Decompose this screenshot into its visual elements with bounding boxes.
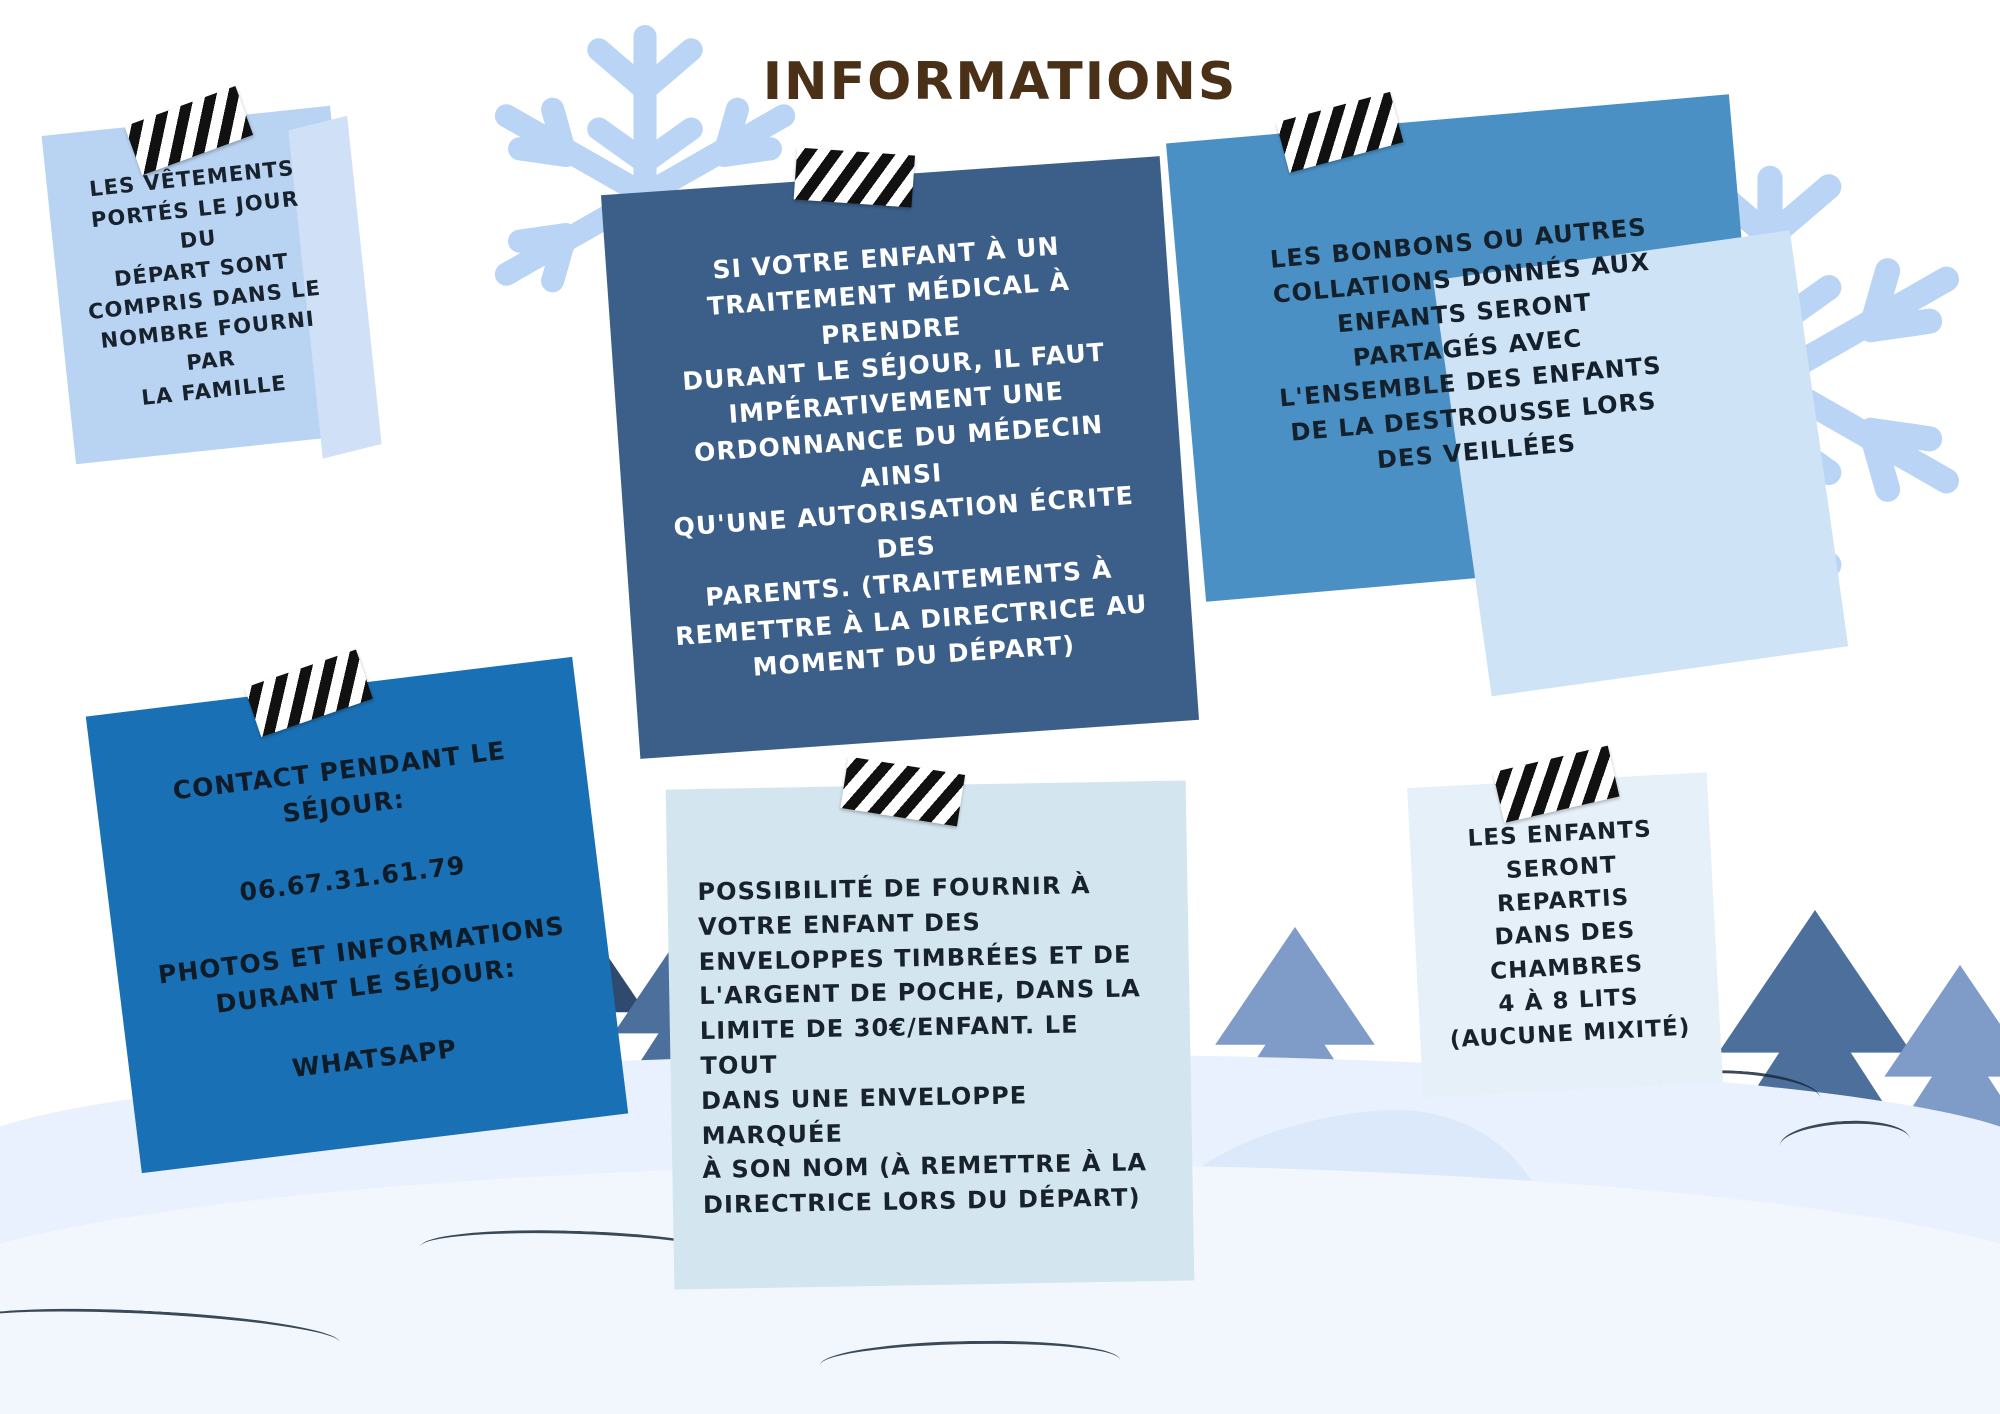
note-contact (86, 657, 628, 1173)
tape-icon (794, 147, 915, 207)
note-vetements (42, 106, 365, 465)
note-bonbons (1166, 94, 1769, 601)
page-title: INFORMATIONS (762, 52, 1238, 112)
note-contact-text: CONTACT PENDANT LE SÉJOUR: 06.67.31.61.79 PHOTOS ET INFORMATIONS DURANT LE SÉJOUR: WHATSAPP (156, 735, 567, 1083)
note-vetements-text: LES VÊTEMENTS PORTÉS LE JOUR DU DÉPART SONT COMPRIS DANS LE NOMBRE FOURNI PAR LA FAMILLE (87, 156, 323, 411)
note-traitement-medical (601, 156, 1199, 759)
note-chambres-text: LES ENFANTS SERONT REPARTIS DANS DES CHAMBRES 4 À 8 LITS (AUCUNE MIXITÉ) (1449, 816, 1692, 1054)
note-bonbons-text: LES BONBONS OU AUTRES COLLATIONS DONNÉS AUX ENFANTS SERONT PARTAGÉS AVEC L'ENSEMBLE DES ENFANTS DE LA DESTROUSSE LORS DES VEILLÉES (1268, 213, 1663, 475)
note-traitement-text: SI VOTRE ENFANT À UN TRAITEMENT MÉDICAL À PRENDRE DURANT LE SÉJOUR, IL FAUT IMPÉRATIVEMENT UNE ORDONNANCE DU MÉDECIN AINSI QU'UNE AUTORISATION ÉCRITE DES PARENTS. (TRAITEMENTS À REMETTRE À LA DIRECTRICE AU MOMENT DU DÉPART) (672, 231, 1149, 682)
note-enveloppes (666, 781, 1195, 1290)
note-enveloppes-text: POSSIBILITÉ DE FOURNIR À VOTRE ENFANT DES ENVELOPPES TIMBRÉES ET DE L'ARGENT DE POCHE, DANS LA LIMITE DE 30€/ENFANT. LE TOUT DANS UNE ENVELOPPE MARQUÉE À SON NOM (À REMETTRE À LA DIRECTRICE LORS DU DÉPART) (697, 871, 1148, 1220)
note-chambres (1407, 772, 1723, 1097)
